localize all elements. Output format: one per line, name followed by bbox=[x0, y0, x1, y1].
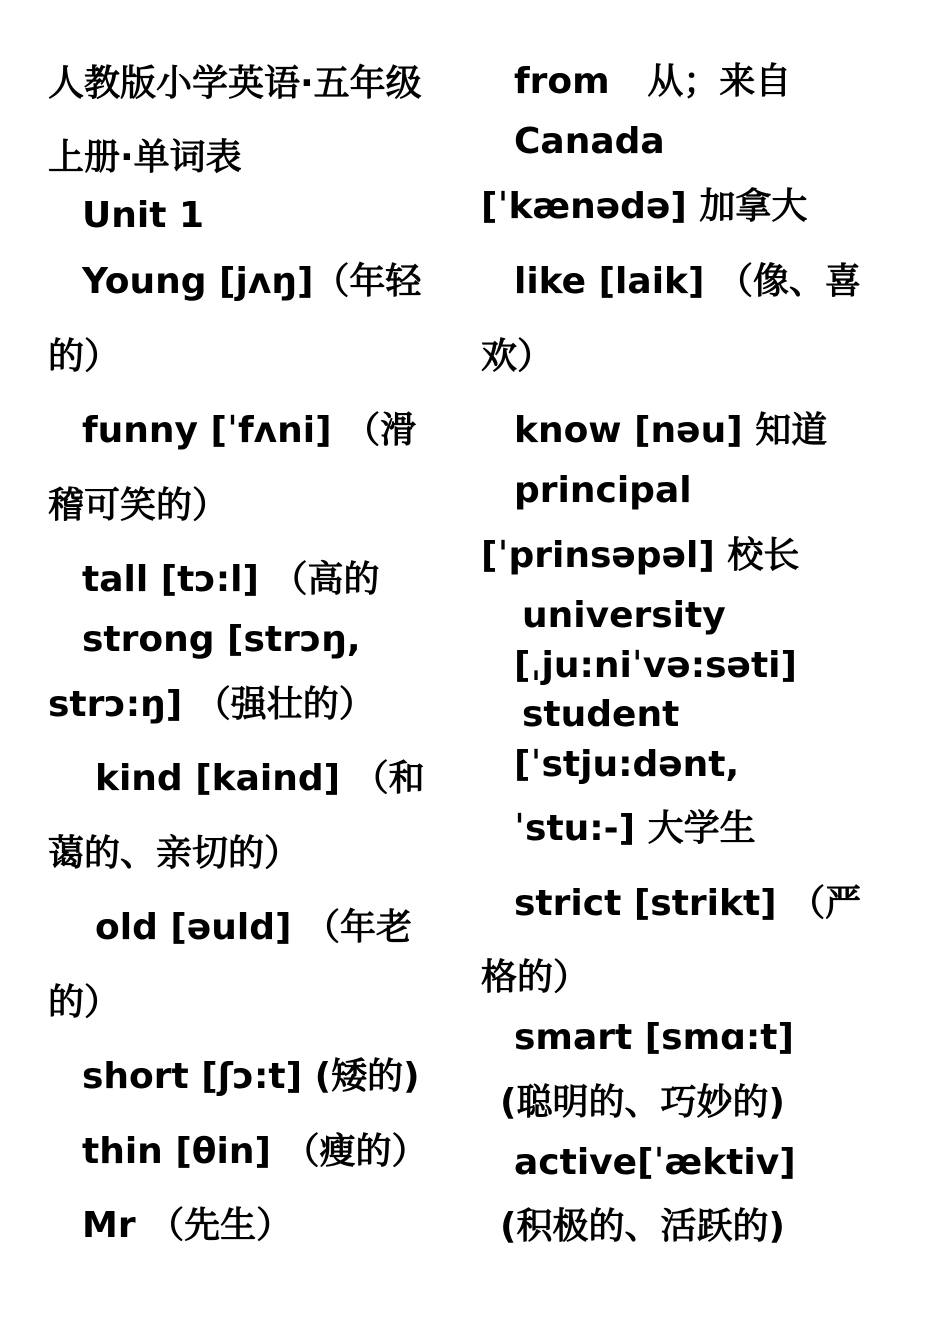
vocab-entry-like-cont: 欢） bbox=[481, 336, 554, 377]
vocab-entry-kind-cont: 蔼的、亲切的） bbox=[48, 833, 301, 874]
unit-heading: Unit 1 bbox=[82, 195, 204, 236]
vocab-entry-strong: strong [strɔŋ, bbox=[82, 619, 361, 660]
page-title-line-1: 人教版小学英语·五年级 bbox=[48, 63, 422, 104]
vocab-entry-young-cont: 的） bbox=[48, 336, 121, 377]
vocab-entry-principal: principal bbox=[514, 470, 692, 511]
vocab-entry-strict: strict [strikt] （严 bbox=[514, 883, 862, 924]
vocab-entry-smart: smart [smɑ:t] bbox=[514, 1017, 794, 1058]
vocab-entry-canada: Canada bbox=[514, 121, 665, 162]
vocab-entry-strong-cont: strɔ:ŋ] （强壮的） bbox=[48, 684, 375, 725]
vocab-entry-active: active[ˈæktiv] bbox=[514, 1142, 796, 1183]
vocab-entry-canada-cont: [ˈkænədə] 加拿大 bbox=[481, 186, 808, 227]
vocab-entry-funny: funny [ˈfʌni] （滑 bbox=[82, 410, 417, 451]
vocab-entry-old: old [əuld] （年老 bbox=[95, 907, 412, 948]
vocab-entry-kind: kind [kaind] （和 bbox=[95, 758, 425, 799]
vocab-entry-short: short [ʃɔ:t] (矮的) bbox=[82, 1056, 420, 1097]
vocab-entry-student: student bbox=[522, 694, 680, 735]
page-title-line-2: 上册·单词表 bbox=[48, 137, 242, 178]
vocab-entry-old-cont: 的） bbox=[48, 982, 121, 1023]
vocab-entry-from: from 从；来自 bbox=[514, 61, 792, 102]
vocab-entry-mr: Mr （先生） bbox=[82, 1205, 293, 1246]
vocab-entry-university: university bbox=[522, 595, 726, 636]
vocab-entry-know: know [nəu] 知道 bbox=[514, 410, 828, 451]
vocab-entry-university-cont: [ˌju:niˈvə:səti] bbox=[514, 645, 797, 686]
vocab-entry-active-cont: (积极的、活跃的) bbox=[500, 1206, 785, 1247]
vocab-entry-thin: thin [θin] （瘦的） bbox=[82, 1131, 428, 1172]
vocab-entry-strict-cont: 格的） bbox=[481, 957, 590, 998]
vocab-entry-student-cont-2: ˈstu:-] 大学生 bbox=[514, 808, 756, 849]
vocab-entry-like: like [laik] （像、喜 bbox=[514, 261, 861, 302]
vocab-entry-principal-cont: [ˈprinsəpəl] 校长 bbox=[481, 535, 800, 576]
vocab-entry-funny-cont: 稽可笑的） bbox=[48, 485, 229, 526]
vocab-entry-student-cont: [ˈstju:dənt, bbox=[514, 744, 740, 785]
vocab-entry-tall: tall [tɔ:l] （高的 bbox=[82, 559, 380, 600]
vocab-entry-young: Young [jʌŋ]（年轻 bbox=[82, 261, 422, 302]
vocab-entry-smart-cont: (聪明的、巧妙的) bbox=[500, 1082, 785, 1123]
